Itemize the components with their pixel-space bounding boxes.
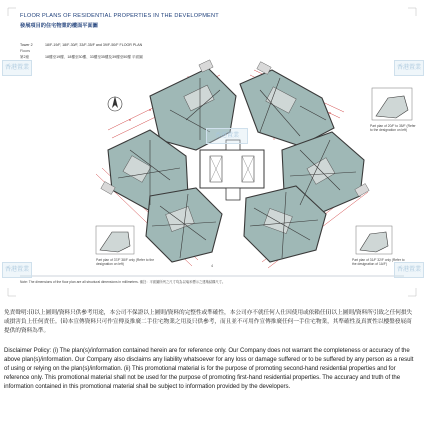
callout-top-right: Part plan of 20/F to 35/F (Refer to the designation on left) [370, 124, 416, 133]
floors-label: Floors [20, 49, 30, 53]
part-plan-bottom-left [96, 226, 134, 254]
page-number: 4 [211, 264, 213, 268]
page-title-en: FLOOR PLANS OF RESIDENTIAL PROPERTIES IN THE DEVELOPMENT [20, 13, 219, 19]
watermark-right: 香港置業 [394, 60, 424, 76]
callout-bottom-left: Part plan of 37/F 38/F only (Refer to the designation on left) [96, 258, 155, 267]
watermark-bottom-left: 香港置業 [2, 262, 32, 278]
watermark-bottom-right: 香港置業 [394, 262, 424, 278]
part-plan-right [372, 88, 412, 120]
tower-floors-text-zh: 18樓至19樓、18樓至30樓、33樓至35樓及39樓至50樓 平面圖 [45, 55, 143, 59]
tower-floors-text: 18/F-19/F, 18/F-30/F, 33/F-35/F and 39/F-50/F FLOOR PLAN [45, 43, 143, 47]
disclaimer-en: Disclaimer Policy: (i) The plan(s)/information contained herein are for reference only. Our Company does not warrant the completeness or accuracy of the above plan(s)/information. Our Company also disclaims any liability whatsoever for any loss or damage suffered or to be suffered by any person as a result of using or relying on the plan(s)/information. (ii) This promotional material is for the purpose of promoting second-hand residential properties and for reference only. This promotional material shall not be used for the purpose of promoting first-hand residential properties. The accuracy and truth of the information contained in this promotional material shall be subject to information provided by the developers. [4, 347, 414, 390]
north-arrow-icon [108, 96, 122, 111]
tower-label-zh: 第2座 [20, 55, 30, 59]
building-core [200, 140, 264, 200]
tower-label: Tower 2 [20, 43, 33, 47]
watermark-left: 香港置業 [2, 60, 32, 76]
callout-bottom-right: Part plan of 31/F 32/F only (Refer to the designation of 1A/F) [352, 258, 405, 267]
page-title-zh: 發展項目的住宅物業的樓面平面圖 [20, 23, 98, 29]
footnote: Note: The dimensions of the floor plan are all structural dimensions in millimeters. 備註：平面圖所列之尺寸均為以毫米標示之建築結構尺寸。 [20, 280, 226, 284]
disclaimer-zh: 免責聲明:(i)以上圖則/資料只供參考用途，本公司不保證以上圖則/資料的完整性或準確性，本公司亦不就任何人仕因使用或依賴任(i)以上圖則/資料所引致之任何損失或損害負上任何責任。(ii)本宣傳資料只可作宣傳及推廣二手住宅物業之用及只供參考，而且並不可用作宣傳推廣任何一手住宅物業，其準確性及真實性以樓盤發展商提供的資料為準。 [4, 310, 413, 334]
watermark-center: 香港置業 [206, 128, 248, 144]
part-plan-bottom-right [356, 226, 392, 254]
